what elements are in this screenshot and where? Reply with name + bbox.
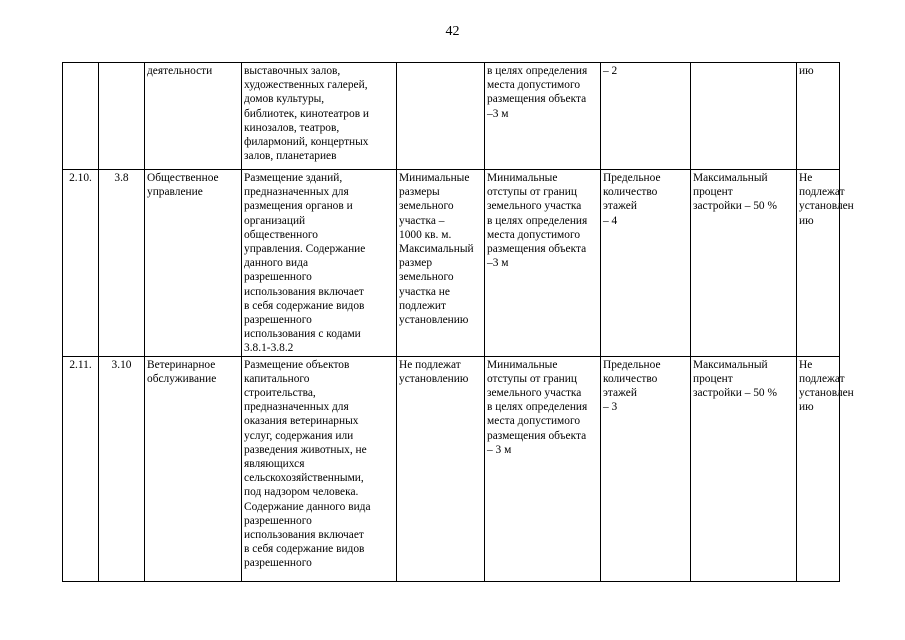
cell-text-line: Минимальные xyxy=(487,358,558,371)
cell-text-line: филармоний, концертных xyxy=(244,136,369,149)
cell-text-line: установлен xyxy=(799,387,854,400)
cell-text-line: места допустимого xyxy=(487,228,581,241)
row-number-cell: 2.11. xyxy=(63,356,99,581)
cell-text-line: подлежат xyxy=(799,186,845,199)
cell-text-line: разведения животных, не xyxy=(244,443,367,456)
cell-text-line: – 2 xyxy=(603,65,618,77)
cell-text-line: данного вида xyxy=(244,257,308,270)
cell-text-line: использования включает xyxy=(244,285,364,298)
cell-text-line: ию xyxy=(799,214,814,227)
cell-text-line: участка – xyxy=(399,214,445,227)
cell-text-line: в себя содержание видов xyxy=(244,543,365,556)
cell-text-line: организаций xyxy=(244,214,306,227)
cell-text-line: Максимальный xyxy=(693,172,768,184)
cell-text-line: места допустимого xyxy=(487,415,581,428)
cell-text-line: использования с кодами xyxy=(244,328,361,341)
cell-text-line: ию xyxy=(799,401,814,414)
plot-size-cell xyxy=(397,63,485,170)
code-cell: 3.10 xyxy=(99,356,145,581)
description-cell xyxy=(242,170,397,357)
cell-text-line: установлению xyxy=(399,372,469,385)
cell-text-line: в целях определения xyxy=(487,401,588,414)
other-params-cell xyxy=(797,63,840,170)
cell-text-line: домов культуры, xyxy=(244,93,325,106)
description-cell xyxy=(242,63,397,170)
use-name-cell xyxy=(145,356,242,581)
description-cell xyxy=(242,356,397,581)
row-number-cell: 2.10. xyxy=(63,170,99,357)
cell-text-line: земельного участка xyxy=(487,200,582,213)
cell-text-line: под надзором человека. xyxy=(244,486,359,499)
setbacks-cell xyxy=(485,356,601,581)
cell-text-line: в себя содержание видов xyxy=(244,299,365,312)
cell-text-line: Не xyxy=(799,358,813,371)
coverage-cell xyxy=(691,356,797,581)
cell-text-line: земельного xyxy=(399,271,454,284)
cell-text-line: – 4 xyxy=(603,214,618,227)
cell-text-line: – 3 xyxy=(603,401,618,414)
table-row xyxy=(63,170,840,357)
cell-text-line: этажей xyxy=(603,387,637,400)
cell-text-line: процент xyxy=(693,372,733,385)
cell-text-line: подлежит xyxy=(399,299,446,312)
cell-text-line: подлежат xyxy=(799,372,845,385)
cell-text-line: использования включает xyxy=(244,529,364,542)
cell-text-line: в целях определения xyxy=(487,65,588,77)
cell-text-line: являющихся xyxy=(244,458,305,471)
cell-text-line: Максимальный xyxy=(693,358,768,371)
cell-text-line: строительства, xyxy=(244,387,316,400)
plot-size-cell xyxy=(397,356,485,581)
cell-text-line: ию xyxy=(799,65,814,77)
cell-text-line: обслуживание xyxy=(147,372,217,385)
cell-text-line: кинозалов, театров, xyxy=(244,121,340,134)
cell-text-line: предназначенных для xyxy=(244,186,349,199)
cell-text-line: управление xyxy=(147,186,203,199)
row-number-cell xyxy=(63,63,99,170)
cell-text-line: размещения органов и xyxy=(244,200,353,213)
cell-text-line: – 3 м xyxy=(487,443,512,456)
cell-text-line: разрешенного xyxy=(244,314,312,327)
cell-text-line: застройки – 50 % xyxy=(693,200,777,213)
cell-text-line: отступы от границ xyxy=(487,186,577,199)
cell-text-line: места допустимого xyxy=(487,79,581,92)
cell-text-line: разрешенного xyxy=(244,514,312,527)
cell-text-line: Минимальные xyxy=(399,172,470,184)
cell-text-line: размещения объекта xyxy=(487,93,587,106)
cell-text-line: библиотек, кинотеатров и xyxy=(244,107,370,120)
cell-text-line: Общественное xyxy=(147,172,219,184)
cell-text-line: Не подлежат xyxy=(399,358,461,371)
cell-text-line: художественных галерей, xyxy=(244,79,368,92)
cell-text-line: размещения объекта xyxy=(487,429,587,442)
cell-text-line: отступы от границ xyxy=(487,372,577,385)
other-params-cell xyxy=(797,170,854,357)
code-cell xyxy=(99,63,145,170)
cell-text-line: –3 м xyxy=(487,257,509,270)
cell-text-line: Не xyxy=(799,172,813,184)
cell-text-line: застройки – 50 % xyxy=(693,387,777,400)
coverage-cell xyxy=(691,63,797,170)
cell-text-line: процент xyxy=(693,186,733,199)
coverage-cell xyxy=(691,170,797,357)
floors-cell xyxy=(601,356,691,581)
table-row xyxy=(63,63,840,170)
page-number: 42 xyxy=(445,24,460,39)
cell-text-line: размещения объекта xyxy=(487,243,587,256)
cell-text-line: Предельное xyxy=(603,172,661,184)
cell-text-line: Ветеринарное xyxy=(147,358,216,371)
cell-text-line: залов, планетариев xyxy=(244,150,337,163)
cell-text-line: Содержание данного вида xyxy=(244,500,371,513)
cell-text-line: –3 м xyxy=(487,107,509,120)
setbacks-cell xyxy=(485,170,601,357)
cell-text-line: земельного участка xyxy=(487,387,582,400)
cell-text-line: Размещение объектов xyxy=(244,358,350,371)
cell-text-line: земельного xyxy=(399,200,454,213)
cell-text-line: капитального xyxy=(244,372,310,385)
setbacks-cell xyxy=(485,63,601,170)
cell-text-line: предназначенных для xyxy=(244,401,349,414)
cell-text-line: деятельности xyxy=(147,65,213,77)
cell-text-line: Размещение зданий, xyxy=(244,172,343,184)
use-name-cell xyxy=(145,63,242,170)
cell-text-line: количество xyxy=(603,372,658,385)
cell-text-line: в целях определения xyxy=(487,214,588,227)
cell-text-line: управления. Содержание xyxy=(244,243,366,256)
floors-cell xyxy=(601,63,691,170)
other-params-cell xyxy=(797,356,854,581)
cell-text-line: Максимальный xyxy=(399,243,474,256)
cell-text-line: 1000 кв. м. xyxy=(399,228,452,241)
cell-text-line: общественного xyxy=(244,228,318,241)
regulations-table xyxy=(62,62,854,582)
cell-text-line: установлению xyxy=(399,314,469,327)
cell-text-line: Минимальные xyxy=(487,172,558,184)
cell-text-line: размеры xyxy=(399,186,440,199)
use-name-cell xyxy=(145,170,242,357)
cell-text-line: сельскохозяйственными, xyxy=(244,472,364,485)
cell-text-line: Предельное xyxy=(603,358,661,371)
cell-text-line: этажей xyxy=(603,200,637,213)
table-row xyxy=(63,356,840,581)
cell-text-line: разрешенного xyxy=(244,557,312,570)
cell-text-line: разрешенного xyxy=(244,271,312,284)
cell-text-line: установлен xyxy=(799,200,854,213)
floors-cell xyxy=(601,170,691,357)
cell-text-line: участка не xyxy=(399,285,450,298)
plot-size-cell xyxy=(397,170,485,357)
cell-text-line: 3.8.1-3.8.2 xyxy=(244,342,294,355)
cell-text-line: выставочных залов, xyxy=(244,65,341,77)
cell-text-line: оказания ветеринарных xyxy=(244,415,359,428)
cell-text-line: количество xyxy=(603,186,658,199)
code-cell: 3.8 xyxy=(99,170,145,357)
cell-text-line: размер xyxy=(399,257,433,270)
cell-text-line: услуг, содержания или xyxy=(244,429,354,442)
